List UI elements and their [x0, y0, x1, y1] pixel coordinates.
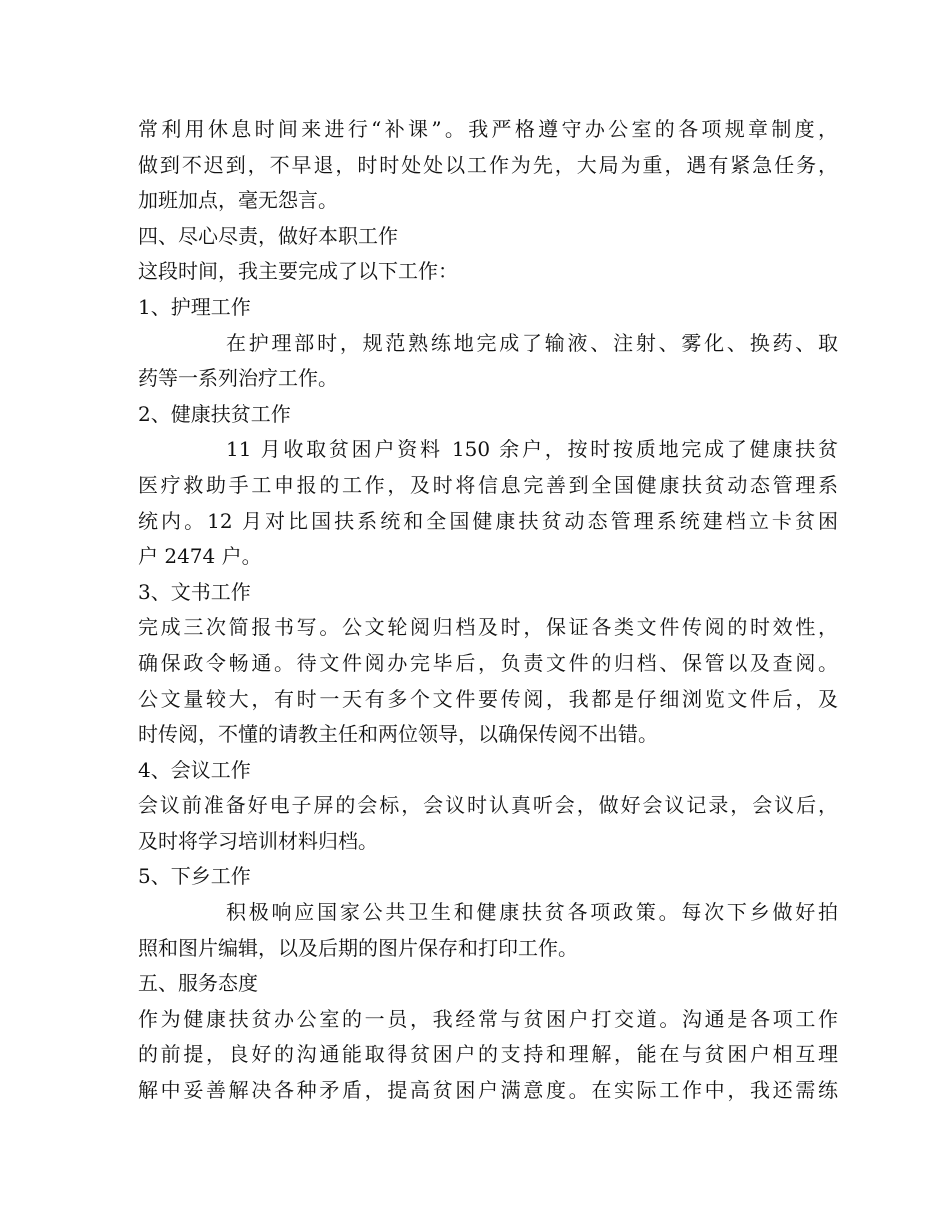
subsection-heading: 1、护理工作: [138, 294, 251, 319]
paragraph-line: 完成三次简报书写。公文轮阅归档及时，保证各类文件传阅的时效性，: [138, 615, 838, 640]
paragraph-line: 确保政令畅通。待文件阅办完毕后，负责文件的归档、保管以及查阅。: [138, 650, 838, 675]
paragraph-line: 11 月收取贫困户资料 150 余户，按时按质地完成了健康扶贫: [226, 437, 838, 462]
subsection-heading: 5、下乡工作: [138, 864, 251, 889]
paragraph-line: 户 2474 户。: [138, 544, 262, 569]
paragraph-line: 解中妥善解决各种矛盾，提高贫困户满意度。在实际工作中，我还需练: [138, 1078, 838, 1103]
paragraph-line: 积极响应国家公共卫生和健康扶贫各项政策。每次下乡做好拍: [226, 900, 838, 925]
section-heading: 五、服务态度: [138, 971, 258, 996]
section-heading: 四、尽心尽责，做好本职工作: [138, 223, 398, 248]
paragraph-line: 公文量较大，有时一天有多个文件要传阅，我都是仔细浏览文件后，及: [138, 686, 838, 711]
paragraph-line: 常利用休息时间来进行“补课”。我严格遵守办公室的各项规章制度，: [138, 117, 838, 141]
paragraph-line: 做到不迟到，不早退，时时处处以工作为先，大局为重，遇有紧急任务，: [138, 152, 838, 177]
subsection-heading: 4、会议工作: [138, 757, 251, 782]
paragraph-line: 加班加点，毫无怨言。: [138, 188, 338, 213]
paragraph-line: 及时将学习培训材料归档。: [138, 828, 378, 853]
paragraph-line: 在护理部时，规范熟练地完成了输液、注射、雾化、换药、取: [226, 330, 838, 355]
paragraph-line: 这段时间，我主要完成了以下工作：: [138, 259, 458, 284]
paragraph-line: 照和图片编辑，以及后期的图片保存和打印工作。: [138, 935, 578, 960]
paragraph-line: 统内。12 月对比国扶系统和全国健康扶贫动态管理系统建档立卡贫困: [138, 508, 838, 533]
subsection-heading: 2、健康扶贫工作: [138, 401, 291, 426]
paragraph-line: 时传阅，不懂的请教主任和两位领导，以确保传阅不出错。: [138, 722, 658, 747]
paragraph-line: 药等一系列治疗工作。: [138, 366, 338, 391]
paragraph-line: 会议前准备好电子屏的会标，会议时认真听会，做好会议记录，会议后，: [138, 793, 838, 818]
paragraph-line: 作为健康扶贫办公室的一员，我经常与贫困户打交道。沟通是各项工作: [138, 1006, 838, 1031]
paragraph-line: 的前提，良好的沟通能取得贫困户的支持和理解，能在与贫困户相互理: [138, 1042, 838, 1067]
paragraph-line: 医疗救助手工申报的工作，及时将信息完善到全国健康扶贫动态管理系: [138, 472, 838, 497]
document-page: [138, 112, 838, 1109]
subsection-heading: 3、文书工作: [138, 579, 251, 604]
